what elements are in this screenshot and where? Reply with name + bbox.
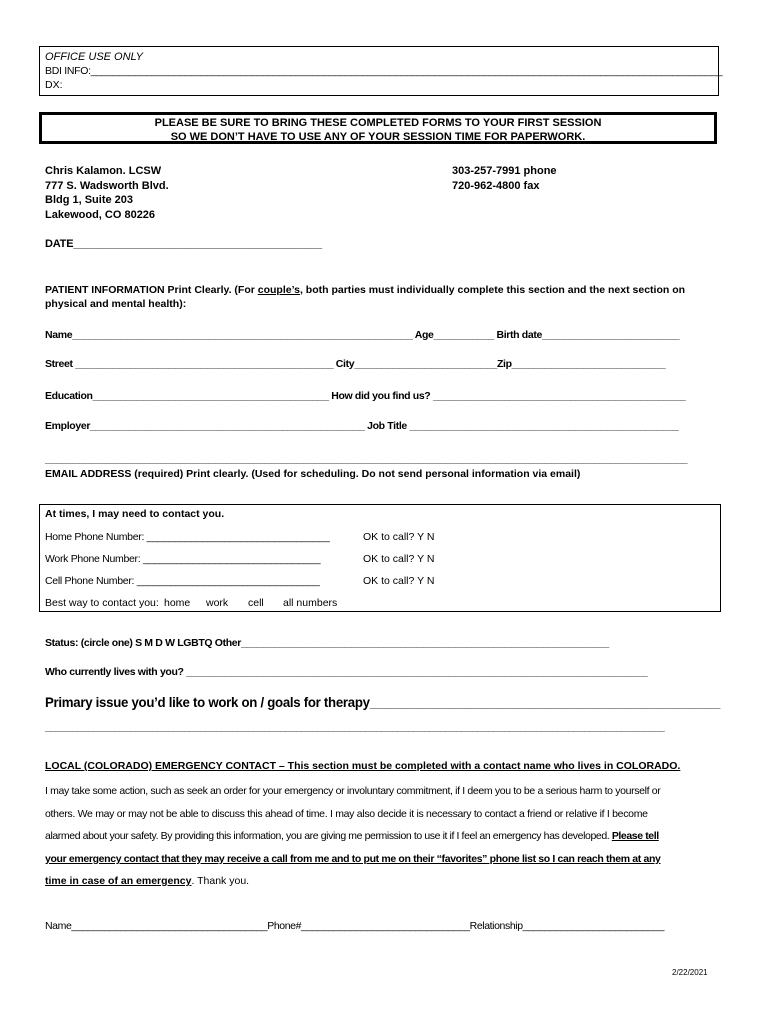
provider-building: Bldg 1, Suite 203: [45, 194, 134, 206]
contact-heading: At times, I may need to contact you.: [45, 508, 225, 520]
option-home[interactable]: home: [164, 597, 191, 609]
street-city-zip-field[interactable]: Street _______________________________________________ City__________________________Zip____________________________: [45, 358, 666, 370]
bdi-info-field[interactable]: BDI INFO:__________________________________________________________________________________________________________________: [45, 65, 723, 77]
footer-date: 2/22/2021: [672, 968, 708, 977]
office-use-box: [39, 46, 723, 96]
emergency-contact-field[interactable]: Name____________________________________Phone#_______________________________Relationship__________________________: [45, 920, 665, 932]
provider-name: Chris Kalamon. LCSW: [45, 165, 162, 177]
emergency-paragraph-4: your emergency contact that they may receive a call from me and to put me on their “favorites” phone list so I can reach them at any: [45, 853, 661, 865]
lives-with-field[interactable]: Who currently lives with you? ____________________________________________________________________________________: [45, 666, 648, 678]
cell-phone-field[interactable]: Cell Phone Number: _________________________________: [45, 575, 320, 587]
option-all-numbers[interactable]: all numbers: [283, 597, 338, 609]
primary-issue-field[interactable]: [45, 694, 720, 710]
primary-issue-blank[interactable]: __________________________________________________________________: [369, 698, 720, 710]
primary-issue-label: Primary issue you’d like to work on / goals for therapy: [45, 694, 370, 710]
option-cell[interactable]: cell: [248, 597, 264, 609]
cell-ok-to-call[interactable]: OK to call? Y N: [363, 575, 435, 587]
provider-phone: 303-257-7991 phone: [452, 165, 557, 177]
work-ok-to-call[interactable]: OK to call? Y N: [363, 553, 435, 565]
primary-issue-line-2[interactable]: ____________________________________________________________________________________________________________________: [45, 721, 665, 733]
emergency-heading: LOCAL (COLORADO) EMERGENCY CONTACT – This section must be completed with a contact name who lives in COLORADO.: [45, 760, 681, 772]
name-age-birthdate-field[interactable]: Name______________________________________________________________ Age___________ Birth date_________________________: [45, 329, 680, 341]
emergency-paragraph-3: [45, 830, 659, 842]
provider-city: Lakewood, CO 80226: [45, 209, 156, 221]
employer-jobtitle-field[interactable]: Employer__________________________________________________ Job Title _________________________________________________: [45, 420, 679, 432]
email-field[interactable]: _____________________________________________________________________________________________________________________: [45, 453, 688, 465]
dx-field[interactable]: DX:: [45, 79, 63, 91]
emergency-paragraph-3a: alarmed about your safety. By providing this information, you are giving me permission to use it if I feel an emergency has developed.: [45, 830, 612, 842]
education-findus-field[interactable]: Education___________________________________________ How did you find us? ______________________________________________: [45, 390, 686, 402]
option-work[interactable]: work: [206, 597, 229, 609]
emergency-paragraph-5: [45, 875, 249, 887]
patient-info-line2: physical and mental health):: [45, 298, 187, 310]
contact-box: [39, 504, 721, 612]
date-field[interactable]: DATE__________________________________________: [45, 238, 322, 250]
patient-info-instr-2: , both parties must individually complete this section and the next section on: [299, 284, 686, 296]
patient-info-instr: Print Clearly. (For: [164, 284, 258, 296]
email-label: EMAIL ADDRESS (required) Print clearly. (Used for scheduling. Do not send personal information via email): [45, 468, 581, 480]
notice-banner: [39, 112, 717, 144]
notice-line-1: PLEASE BE SURE TO BRING THESE COMPLETED FORMS TO YOUR FIRST SESSION: [154, 117, 602, 129]
home-ok-to-call[interactable]: OK to call? Y N: [363, 531, 435, 543]
emergency-paragraph-5a: time in case of an emergency: [45, 875, 192, 887]
emergency-paragraph-2: others. We may or may not be able to discuss this ahead of time. I may also decide it is necessary to contact a friend or relative if I become: [45, 808, 648, 820]
status-field[interactable]: Status: (circle one) S M D W LGBTQ Other___________________________________________________________________: [45, 637, 609, 649]
notice-line-2: SO WE DON’T HAVE TO USE ANY OF YOUR SESSION TIME FOR PAPERWORK.: [170, 131, 586, 143]
work-phone-field[interactable]: Work Phone Number: ________________________________: [45, 553, 321, 565]
home-phone-field[interactable]: Home Phone Number: _________________________________: [45, 531, 330, 543]
provider-street: 777 S. Wadsworth Blvd.: [45, 180, 169, 192]
couples-text: couple’s: [257, 284, 300, 296]
please-tell-text: Please tell: [611, 830, 659, 842]
thank-you-text: . Thank you.: [191, 875, 250, 887]
best-way-label: Best way to contact you:: [45, 597, 159, 609]
patient-info-title: PATIENT INFORMATION: [45, 284, 165, 296]
emergency-paragraph-1: I may take some action, such as seek an order for your emergency or involuntary commitment, if I deem you to be a serious harm to yourself or: [45, 785, 661, 797]
provider-fax: 720-962-4800 fax: [452, 180, 540, 192]
patient-info-heading: [45, 284, 685, 296]
office-use-label: OFFICE USE ONLY: [45, 51, 144, 63]
